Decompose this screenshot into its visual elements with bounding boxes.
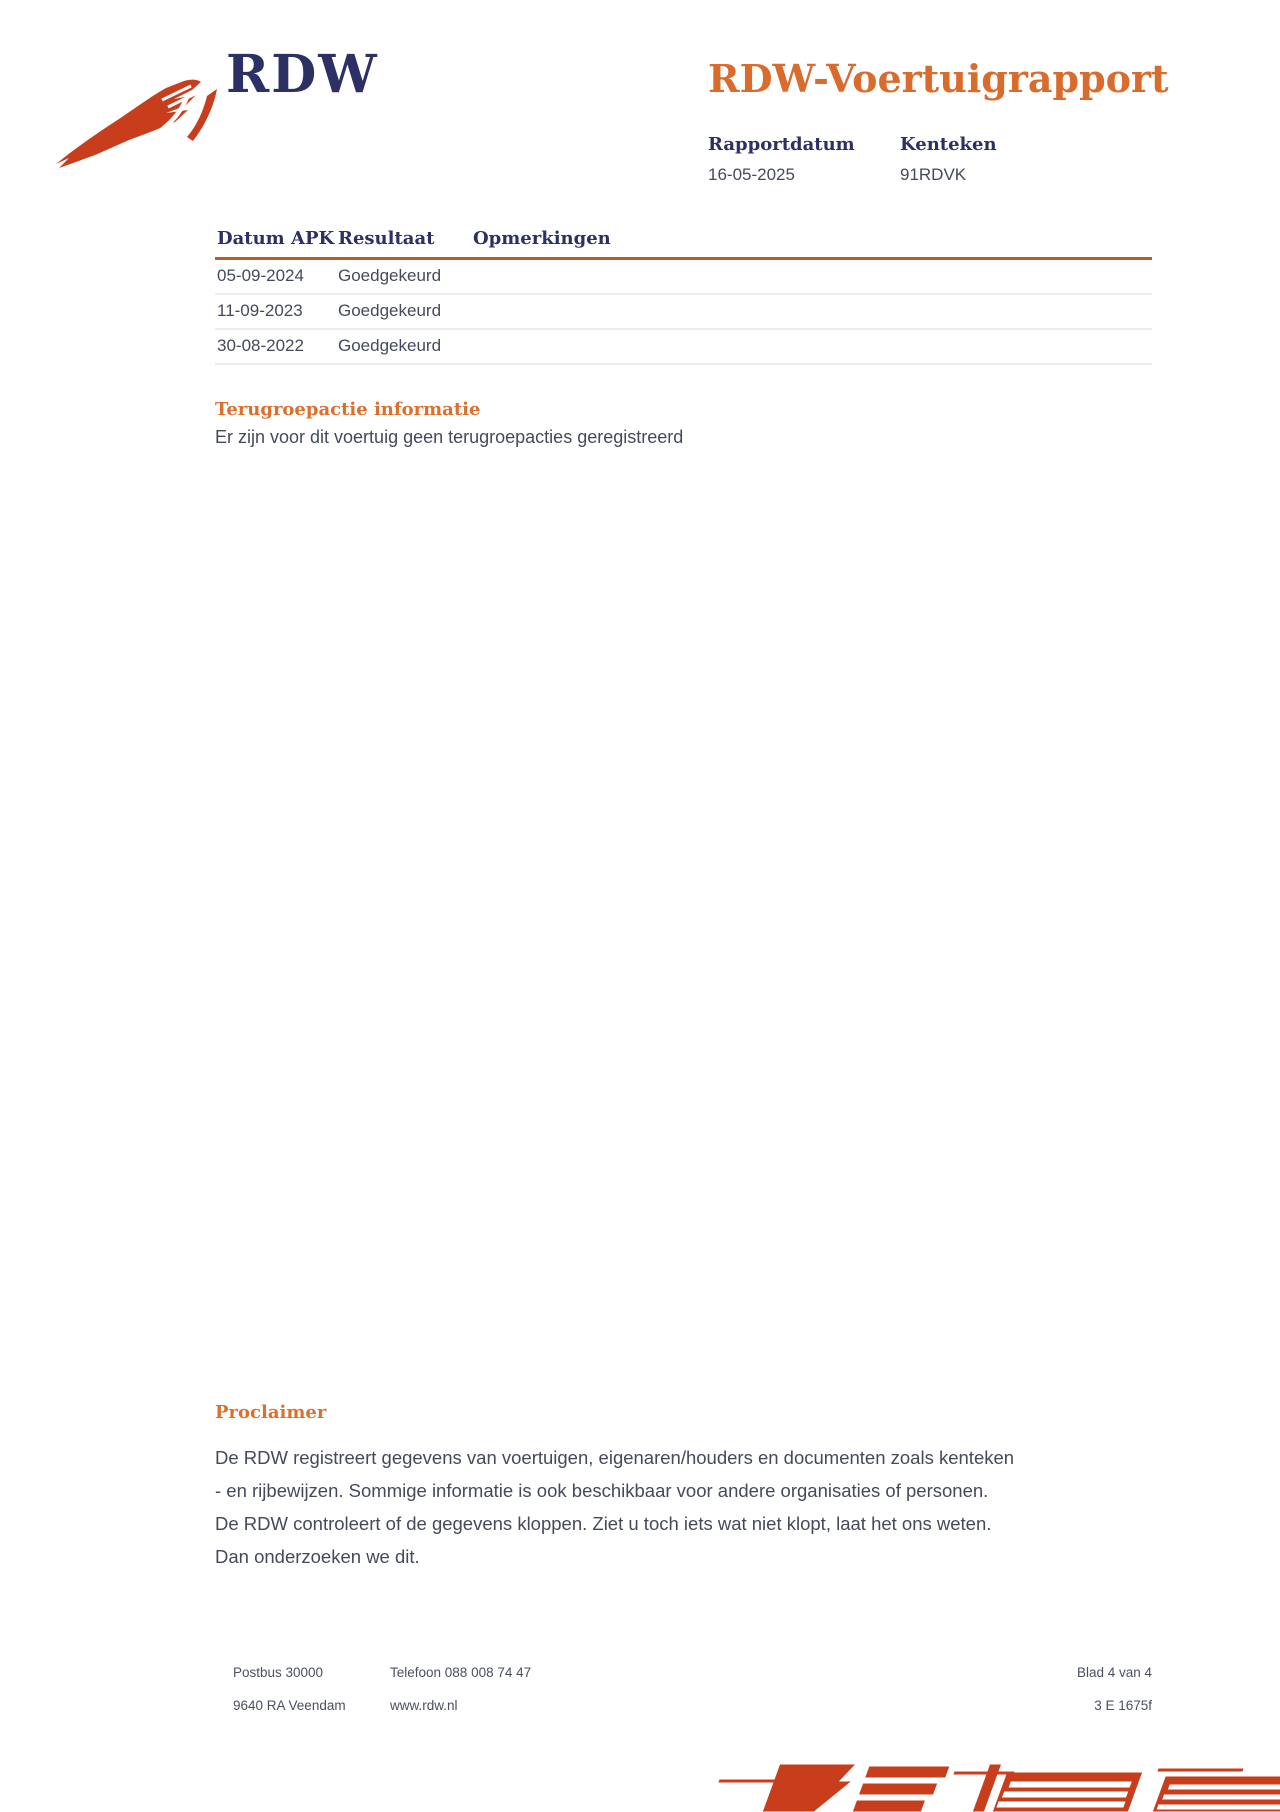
- proclaimer-heading: Proclaimer: [215, 1402, 327, 1423]
- table-row: [215, 260, 1152, 295]
- cell-resultaat: Goedgekeurd: [338, 266, 442, 285]
- report-date-block: [708, 134, 855, 185]
- cell-opmerkingen: [473, 301, 1152, 321]
- cell-datum: 11-09-2023: [217, 301, 303, 320]
- footer-page-block: [902, 1656, 1152, 1722]
- cell-resultaat: Goedgekeurd: [338, 301, 442, 320]
- column-header-datum-apk: Datum APK: [217, 228, 335, 249]
- proclaimer-body: De RDW registreert gegevens van voertuigen, eigenaren/houders en documenten zoals kenteken - en rijbewijzen. Sommige informatie is ook beschikbaar voor andere organisaties of personen. De RDW controleert of de gegevens kloppen. Ziet u toch iets wat niet klopt, laat het ons weten. Dan onderzoeken we dit.: [215, 1447, 1015, 1567]
- rdw-wing-logo-icon: [50, 70, 220, 170]
- table-row: [215, 330, 1152, 365]
- footer-phone: Telefoon 088 008 74 47: [390, 1665, 532, 1680]
- report-date-label: Rapportdatum: [708, 134, 855, 155]
- cell-datum: 05-09-2024: [217, 266, 304, 285]
- table-row: [215, 295, 1152, 330]
- footer-contact-block: [390, 1656, 531, 1722]
- license-plate-label: Kenteken: [900, 134, 997, 155]
- recall-section-body: Er zijn voor dit voertuig geen terugroepacties geregistreerd: [215, 427, 684, 447]
- cell-resultaat: Goedgekeurd: [338, 336, 442, 355]
- footer-address-line2: 9640 RA Veendam: [233, 1698, 346, 1713]
- apk-table-header-row: [215, 228, 1152, 260]
- column-header-opmerkingen: Opmerkingen: [473, 228, 611, 249]
- rdw-logotype: RDW: [226, 44, 379, 105]
- license-plate-value: 91RDVK: [900, 165, 967, 184]
- cell-opmerkingen: [473, 336, 1152, 356]
- rdw-stripe-banner-graphic: [705, 1764, 1280, 1812]
- footer-address-block: [233, 1656, 346, 1722]
- footer-form-code: 3 E 1675f: [1094, 1698, 1152, 1713]
- footer-page-number: Blad 4 van 4: [1076, 1665, 1152, 1680]
- report-date-value: 16-05-2025: [708, 165, 795, 184]
- column-header-resultaat: Resultaat: [338, 228, 435, 249]
- cell-opmerkingen: [473, 266, 1152, 286]
- report-title: RDW-Voertuigrapport: [708, 56, 1169, 101]
- license-plate-block: [900, 134, 997, 185]
- footer-website-link[interactable]: www.rdw.nl: [390, 1698, 458, 1713]
- recall-section-heading: Terugroepactie informatie: [215, 399, 481, 420]
- footer-address-line1: Postbus 30000: [233, 1665, 324, 1680]
- apk-history-table: [215, 228, 1152, 365]
- cell-datum: 30-08-2022: [217, 336, 304, 355]
